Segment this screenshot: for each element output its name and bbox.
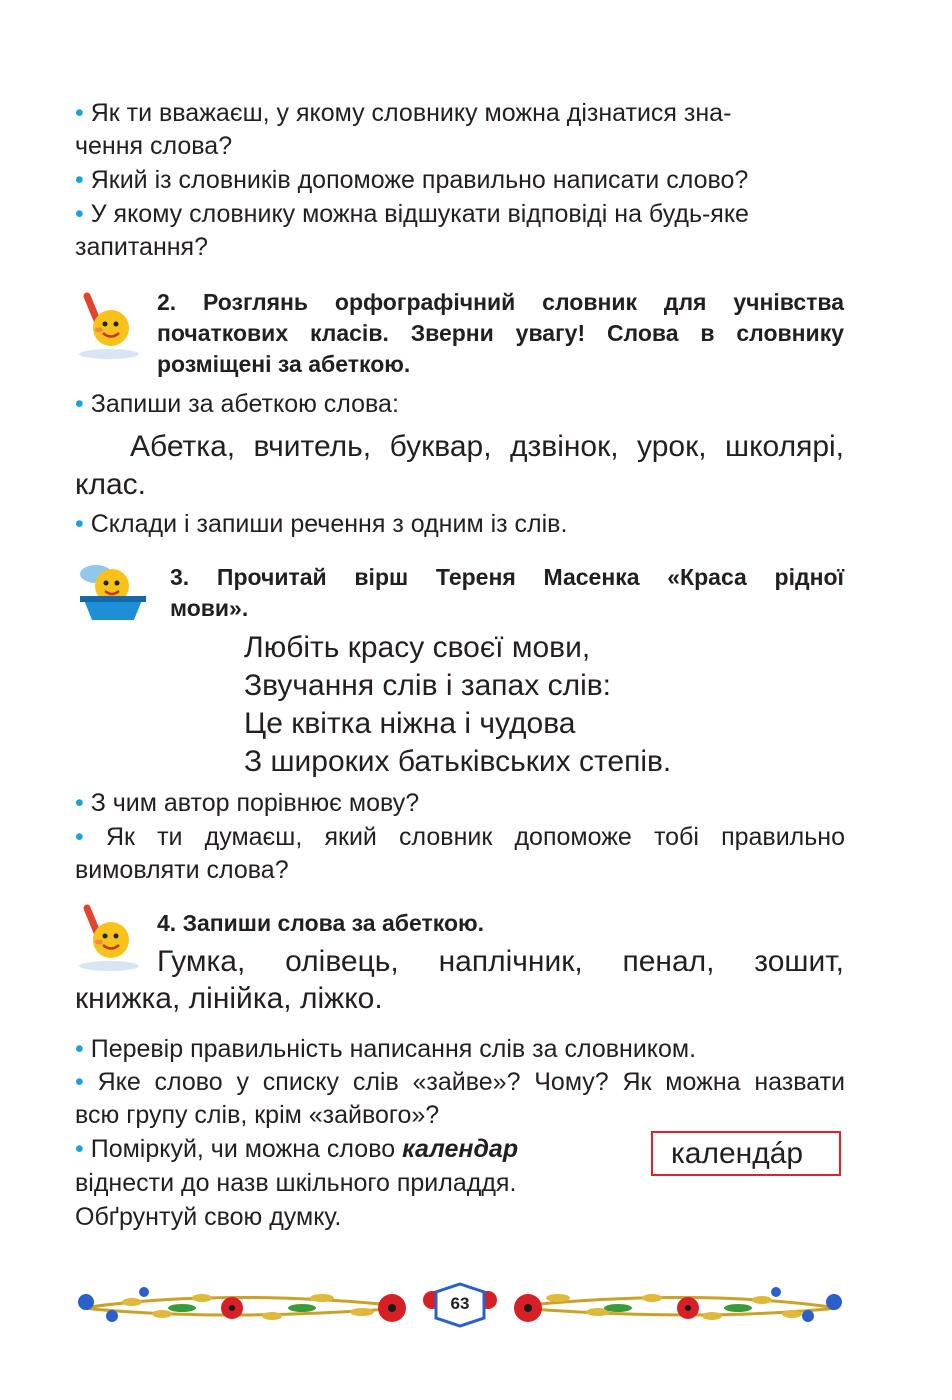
task4-title: 4. Запиши слова за абеткою.	[157, 910, 485, 936]
pencil-sun-icon	[73, 288, 143, 362]
pencil-sun-icon	[73, 900, 143, 974]
task2-words-line-1: Абетка, вчитель, буквар, дзвінок, урок, школярі,	[130, 430, 844, 463]
task4-words-line-2: книжка, лінійка, ліжко.	[75, 982, 383, 1015]
task3-question-2-cont: вимовляти слова?	[75, 856, 289, 884]
task2-prompt: • Запиши за абеткою слова:	[75, 390, 399, 418]
task4-words-line-1: Гумка, олівець, наплічник, пенал, зошит,	[157, 945, 844, 978]
intro-question-1: • Як ти вважаєш, у якому словнику можна дізнатися зна-	[75, 99, 732, 127]
task4-question-3-line-3: Обґрунтуй свою думку.	[75, 1203, 342, 1231]
poem-line-1: Любіть красу своєї мови,	[244, 631, 591, 664]
task3-question-1: • З чим автор порівнює мову?	[75, 789, 420, 817]
task4-question-2-cont: всю групу слів, крім «зайвого»?	[75, 1101, 440, 1129]
intro-question-3: • У якому словнику можна відшукати відповіді на будь-яке	[75, 200, 749, 228]
task3-line-1: 3. Прочитай вірш Тереня Масенка «Краса рідної	[170, 564, 844, 590]
task3-question-2: • Як ти думаєш, який словник допоможе тобі правильно	[75, 823, 845, 851]
task4-question-3: • Поміркуй, чи можна слово календар	[75, 1135, 519, 1163]
task4-question-1: • Перевір правильність написання слів за словником.	[75, 1035, 697, 1063]
task2-line-3: розміщені за абеткою.	[157, 351, 411, 377]
intro-question-3-cont: запитання?	[75, 233, 208, 261]
task3-line-2: мови».	[170, 595, 249, 621]
highlighted-word: календар	[402, 1135, 519, 1163]
sun-reading-icon	[72, 562, 150, 624]
intro-question-2: • Який із словників допоможе правильно написати слово?	[75, 166, 749, 194]
task4-question-3-line-2: віднести до назв шкільного приладдя.	[75, 1169, 517, 1197]
page-number: 63	[450, 1294, 470, 1313]
stress-word-box: календáр	[651, 1131, 841, 1176]
task4-question-2: • Яке слово у списку слів «зайве»? Чому? Як можна назвати	[75, 1068, 845, 1096]
intro-question-1-cont: чення слова?	[75, 132, 233, 160]
task2-words-line-2: клас.	[75, 468, 146, 501]
task2-line-1: 2. Розглянь орфографічний словник для учнівства	[157, 289, 844, 315]
task2-followup: • Склади і запиши речення з одним із слів.	[75, 510, 568, 538]
bullet: •	[75, 99, 84, 127]
poem-line-4: З широких батьківських степів.	[244, 745, 672, 778]
poem-line-3: Це квітка ніжна і чудова	[244, 707, 576, 740]
task2-line-2: початкових класів. Зверни увагу! Слова в словнику	[157, 320, 844, 346]
poem-line-2: Звучання слів і запах слів:	[244, 669, 612, 702]
